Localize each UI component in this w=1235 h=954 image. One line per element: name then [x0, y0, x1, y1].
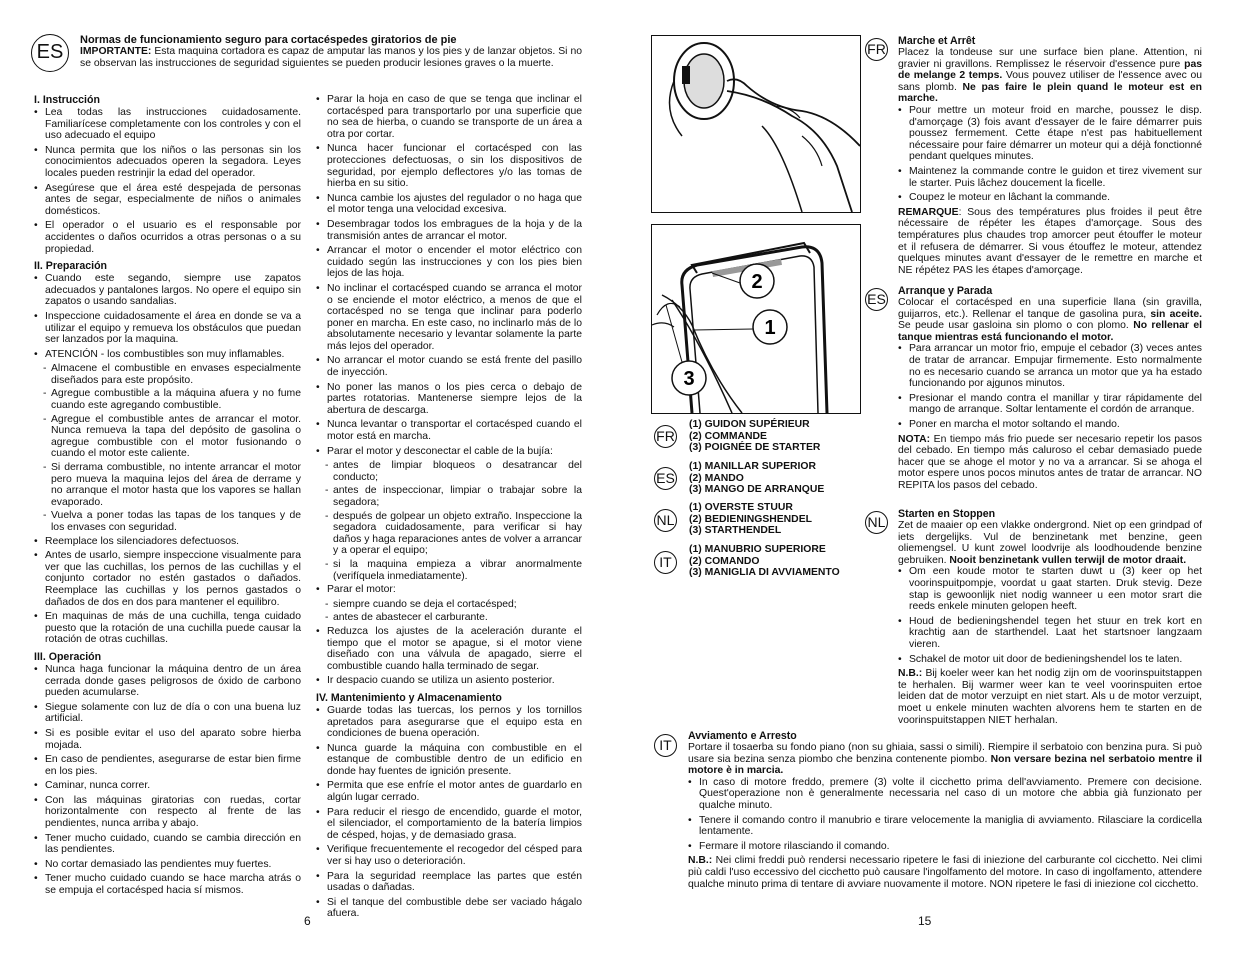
callout-number: 2 — [751, 271, 763, 293]
legend-line: (3) MANIGLIA DI AVVIAMENTO — [689, 567, 840, 578]
list-item: • Lea todas las instrucciones cuidadosamente. Familiarícese completamente con los controles y con el uso adecuado el equipo — [34, 107, 301, 142]
list-item: • Nunca guarde la máquina con combustible en el estanque de combustible dentro de un edificio en donde hay fuentes de ignición presente. — [316, 743, 582, 778]
list-item: • Guarde todas las tuercas, los pernos y los tornillos apretados para asegurarse que el equipo esta en condiciones de buena operación. — [316, 705, 582, 740]
fr-section — [898, 35, 1202, 276]
legend-it — [689, 544, 840, 579]
legend-line: (2) BEDIENINGSHENDEL — [689, 513, 812, 525]
sub-item: - Agregue combustible a la máquina afuera y no fume cuando este agregando combustible. — [34, 388, 301, 411]
section-note: REMARQUE: Sous des températures plus froides il peut être nécessaire de répéter les étapes d'amorçage. Sous des températures plus chaudes trop amorcer peut étouffer le moteur et il refusera de démarrer. Si vous étouffez le moteur, attendez quelques minutes avant d'essayer de le remettre en marche et NE répétez PAS les étapes d'amorçage. — [898, 206, 1202, 276]
list-item: • Nunca permita que los niños o las personas sin los conocimientos adecuados operen la segadora. Leyes locales pueden restrinjir la edad del operador. — [34, 145, 301, 180]
primer-illustration — [651, 35, 861, 213]
list-item: • No cortar demasiado las pendientes muy fuertes. — [34, 859, 301, 871]
es-col-2 — [316, 94, 582, 923]
list-item: • Om een koude motor te starten duwt u (3) keer op het voorinspuitpompje, voordat u gaat starten. Druk stevig. Deze stap is gewoonlijk niet nodig wanneer u een motor srart die reeds enkele minuten gelopen heeft. — [898, 566, 1202, 612]
list-item: • Si el tanque del combustible debe ser vaciado hágalo afuera. — [316, 897, 582, 920]
list-item: • Inspeccione cuidadosamente el área en donde se va a utilizar el equipo y remueva los obstáculos que puedan ser lanzados por la maquina. — [34, 311, 301, 346]
legend-line: (1) MANUBRIO SUPERIORE — [689, 544, 826, 555]
handle-diagram-image — [652, 225, 860, 413]
list-item: • Maintenez la commande contre le guidon et tirez vivement sur le starter. Puis lâchez doucement la ficelle. — [898, 166, 1202, 189]
lang-badge-nl: NL — [654, 509, 677, 532]
important-notice: IMPORTANTE: Esta maquina cortadora es capaz de amputar las manos y los pies y de lanzar objetos. Si no se observan las instrucciones de seguridad siguientes se pueden producir lesiones graves o la muerte. — [80, 46, 582, 69]
list-item: • En maquinas de más de una cuchilla, tenga cuidado puesto que la rotación de una cuchilla puede causar la rotación de otras cuchillas. — [34, 611, 301, 646]
section-intro: Zet de maaier op een vlakke ondergrond. Niet op een grindpad of iets dergelijks. Vul de benzinetank met benzine, geen oliemengsel. U kunt zowel loodvrije als loodhoudende benzine gebruiken. Nooit benzinetank vullen terwijl de motor draait. — [898, 520, 1202, 566]
sub-item: - Almacene el combustible en envases especialmente diseñados para este propósito. — [34, 363, 301, 386]
section-heading: Arranque y Parada — [898, 285, 993, 297]
legend-line: (1) MANILLAR SUPERIOR — [689, 461, 816, 472]
sub-item: - Agregue el combustible antes de arrancar el motor. Nunca remueva la tapa del depósito de gasolina o agregue combustible con el motor fusionando o cuando el motor este caliente. — [34, 414, 301, 460]
list-item: • Tenere il comando contro il manubrio e tirare velocemente la maniglia di avviamento. Rilasciare la cordicella lentamente. — [688, 815, 1202, 838]
es-col-1 — [34, 94, 301, 900]
list-item: • Poner en marcha el motor soltando el mando. — [898, 419, 1202, 431]
it-section — [688, 730, 1202, 890]
sub-item: - siempre cuando se deja el cortacésped; — [316, 599, 582, 611]
section-heading: Marche et Arrêt — [898, 35, 976, 47]
callout-number: 3 — [683, 368, 695, 390]
section-heading: Starten en Stoppen — [898, 508, 996, 520]
handle-illustration — [651, 224, 861, 414]
sub-item: - antes de inspeccionar, limpiar o trabajar sobre la segadora; — [316, 485, 582, 508]
sub-item: - Vuelva a poner todas las tapas de los tanques y de los envases con seguridad. — [34, 510, 301, 533]
nl-section — [898, 508, 1202, 726]
list-item: • Parar el motor: — [316, 584, 582, 596]
sub-item: - Si derrama combustible, no intente arrancar el motor pero mueva la maquina lejos del área de derrame y no arranque el motor hasta que los vapores se hallan evaporado. — [34, 462, 301, 508]
list-item: • Fermare il motore rilasciando il comando. — [688, 841, 1202, 853]
section-heading: II. Preparación — [34, 260, 108, 273]
legend-fr — [689, 419, 820, 454]
list-item: • Pour mettre un moteur froid en marche, poussez le disp. d'amorçage (3) fois avant d'essayer de le faire démarrer puis poussez fermement. Cette étape n'est pas habituellement nécessaire pour faire démarrer un moteur qui a déjà fonctionné pendant quelques minutes. — [898, 105, 1202, 163]
lang-badge-es: ES — [654, 467, 677, 490]
legend-line: (3) POIGNÉE DE STARTER — [689, 442, 821, 453]
list-item: • Ir despacio cuando se utiliza un asiento posterior. — [316, 675, 582, 687]
list-item: • Tener mucho cuidado cuando se hace marcha atrás o se empuja el cortacésped hacia sí mismos. — [34, 873, 301, 896]
legend-line: (1) OVERSTE STUUR — [689, 502, 793, 513]
callout-number: 1 — [764, 317, 776, 339]
legend-line: (2) MANDO — [689, 472, 744, 484]
list-item: • En caso de pendientes, asegurarse de estar bien firme en los pies. — [34, 754, 301, 777]
list-item: • Reemplace los silenciadores defectuosos. — [34, 536, 301, 548]
legend-nl — [689, 502, 812, 537]
section-note: NOTA: En tiempo más frio puede ser necesario repetir los pasos del cebado. En tiempo más caluroso el cebar demasiado puede hacer que se ahoge el motor y no va a arrancar. Si se ahoga el motor espere unos pocos minutos antes de tratar de arrancar. NO REPITA los pasos del cebado. — [898, 433, 1202, 491]
list-item: • El operador o el usuario es el responsable por accidentes o daños ocurridos a otras personas o a su propiedad. — [34, 220, 301, 255]
sub-item: - antes de limpiar bloqueos o desatrancar del conducto; — [316, 460, 582, 483]
list-item: • Para arrancar un motor frio, empuje el cebador (3) veces antes de tratar de arrancar. Empujar firmemente. Esto normalmente no es necesario cuando se arranca un motor que ya ha estado funcionando por ajgunos minutos. — [898, 343, 1202, 389]
list-item: • Si es posible evitar el uso del aparato sobre hierba mojada. — [34, 728, 301, 751]
page-number-left: 6 — [304, 914, 311, 928]
page-title: Normas de funcionamiento seguro para cortacéspedes giratorios de pie — [80, 34, 457, 46]
callout-1 — [753, 310, 787, 344]
list-item: • Asegúrese que el área esté despejada de personas antes de segar, especialmente de niños o animales domésticos. — [34, 183, 301, 218]
legend-line: (3) STARTHENDEL — [689, 525, 782, 536]
list-item: • Verifique frecuentemente el recogedor del césped para ver si hay uso o deterioración. — [316, 844, 582, 867]
section-heading: IV. Mantenimiento y Almacenamiento — [316, 691, 502, 704]
list-item: • Arrancar el motor o encender el motor eléctrico con cuidado según las instrucciones y con los pies bien lejos de las hoja. — [316, 245, 582, 280]
list-item: • Reduzca los ajustes de la aceleración durante el tiempo que el motor se apague, si el motor viene diseñado con una válvula de apagado, sierre el combustible cuando halla terminado de segar. — [316, 626, 582, 672]
section-heading: I. Instrucción — [34, 94, 100, 106]
lang-badge-es: ES — [31, 34, 69, 72]
list-item: • No poner las manos o los pies cerca o debajo de partes rotatorias. Mantenerse siempre lejos de la abertura de descarga. — [316, 382, 582, 417]
callout-2 — [740, 264, 774, 298]
list-item: • Con las máquinas giratorias con ruedas, cortar horizontalmente con respecto al frente de las pendientes, nunca arriba y abajo. — [34, 795, 301, 830]
legend-line: (3) MANGO DE ARRANQUE — [689, 484, 825, 495]
list-item: • Siegue solamente con luz de día o con una buena luz artificial. — [34, 702, 301, 725]
section-intro: Placez la tondeuse sur une surface bien plane. Attention, ni gravier ni gravillons. Remplissez le réservoir d'essence pure pas de melange 2 temps. Vous pouvez utiliser de l'essence avec ou sans plomb. Ne pas faire le plein quand le moteur est en marche. — [898, 47, 1202, 105]
list-item: • Nunca haga funcionar la máquina dentro de un área cerrada donde gases peligrosos de óxido de carbono pueden acumularse. — [34, 664, 301, 699]
section-intro: Colocar el cortacésped en una superficie llana (sin gravilla, guijarros, etc.). Rellenar el tanque de gasolina pura, sin aceite. Se peude usar gasloina sin plomo o con plomo. No rellenar el tanque mientras está funcionando el motor. — [898, 297, 1203, 343]
list-item: • Houd de bedieningshendel tegen het stuur en trek kort en krachtig aan de starthendel. Laat het startsnoer langzaam vieren. — [898, 616, 1202, 651]
sub-item: - si la maquina empieza a vibrar anormalmente (verifíquela inmediatamente). — [316, 559, 582, 582]
list-item: • Para la seguridad reemplace las partes que estén usadas o dañadas. — [316, 871, 582, 894]
legend-line: (2) COMANDO — [689, 555, 760, 567]
list-item: • Nunca cambie los ajustes del regulador o no haga que el motor tenga una velocidad excesiva. — [316, 193, 582, 216]
page-number-right: 15 — [918, 914, 932, 928]
list-item: • Nunca levantar o transportar el cortacésped cuando el motor está en marcha. — [316, 419, 582, 442]
list-item: • Antes de usarlo, siempre inspeccione visualmente para ver que las cuchillas, los pernos de las cuchillas y el conjunto cortador no estén gastados o dañados. Reemplace las cuchillas y los pernos gastados o dañados de dos en dos para mantener el equilibro. — [34, 550, 301, 608]
list-item: • Cuando este segando, siempre use zapatos adecuados y pantalones largos. No opere el equipo sin zapatos o usando sandalias. — [34, 273, 301, 308]
section-heading: Avviamento e Arresto — [688, 730, 797, 742]
list-item: • Permita que ese enfríe el motor antes de guardarlo en algún lugar cerrado. — [316, 780, 582, 803]
list-item: • ATENCIÓN - los combustibles son muy inflamables. — [34, 349, 301, 361]
lang-badge-fr: FR — [654, 425, 677, 448]
list-item: • Coupez le moteur en lâchant la commande. — [898, 192, 1202, 204]
list-item: • Nunca hacer funcionar el cortacésped con las protecciones defectuosas, o sin los dispositivos de seguridad, por ejemplo deflectores y/o las tomas de hierba en su sitio. — [316, 143, 582, 189]
list-item: • Tener mucho cuidado, cuando se cambia dirección en las pendientes. — [34, 833, 301, 856]
list-item: • Presionar el mando contra el manillar y tirar rápidamente del mango de arranque. Soltar lentamente el cordón de arranque. — [898, 393, 1202, 416]
lang-badge-nl: NL — [865, 511, 888, 534]
sub-item: - antes de abastecer el carburante. — [316, 612, 582, 624]
section-note: N.B.: Bij koeler weer kan het nodig zijn om de voorinspuitstappen te herhalen. Bij warmer weer kan te veel voorinspuiten ertoe leiden dat de motor verzuipt en niet start. Als u de motor verzuipt, moet u enkele minuten wachten alvorens hem te starten en de voorinspuitstappen NIET herhalan. — [898, 668, 1202, 726]
lang-badge-it: IT — [654, 551, 677, 574]
list-item: • No inclinar el cortacésped cuando se arranca el motor o se enciende el motor eléctrico, a menos de que el cortacésped no se tenga que inclinar para poderlo poner en marcha. En este caso, no inclinarlo más de lo absolutamente necesario y levantar solamente la parte más lejos del operador. — [316, 283, 582, 353]
sub-item: - después de golpear un objeto extraño. Inspeccione la segadora cuidadosamente, para verificar si hay daños y haga reparaciones antes de volver a arrancar y a operar el equipo; — [316, 511, 582, 557]
list-item: • Para reducir el riesgo de encendido, guarde el motor, el silenciador, el comportamiento de la batería limpios de césped, hojas, y de demasiado grasa. — [316, 807, 582, 842]
lang-badge-fr: FR — [865, 38, 888, 61]
lang-badge-es: ES — [865, 288, 888, 311]
page-header — [80, 34, 582, 69]
list-item: • Parar el motor y desconectar el cable de la bujía: — [316, 446, 582, 458]
lang-badge-it: IT — [654, 734, 677, 757]
list-item: • Caminar, nunca correr. — [34, 780, 301, 792]
section-note: N.B.: Nei climi freddi può rendersi necessario ripetere le fasi di iniezione del carburante col cicchetto. Nei climi più caldi l'uso eccessivo del cicchetto può causare l'ingolfamento del motore. In caso di ingolfamento, attendere qualche minuto prima di tentare di avviare nuovamente il motore. NON ripetere le fasi di iniezione col cicchetto. — [688, 855, 1202, 890]
list-item: • In caso di motore freddo, premere (3) volte il cicchetto prima dell'avviamento. Premere con decisione. Quest'operazione non è generalmente necessaria nel caso di un motore che abbia già funzionato per qualche minuto. — [688, 777, 1202, 812]
section-heading: III. Operación — [34, 650, 102, 663]
es-section — [898, 285, 1202, 492]
list-item: • No arrancar el motor cuando se está frente del pasillo de inyección. — [316, 355, 582, 378]
list-item: • Parar la hoja en caso de que se tenga que inclinar el cortacésped para transportarlo por una superficie que no sea de hierba, o cuando se transporte de un área a otra por cortar. — [316, 94, 582, 140]
legend-es — [689, 461, 824, 496]
section-intro: Portare il tosaerba su fondo piano (non su ghiaia, sassi o simili). Riempire il serbatoio con benzina pura. Si può usare sia bezina senza piombo che benzina contenente piombo. Non versare bezina nel serbatoio mentre il motore è in marcia. — [688, 742, 1203, 777]
hand-pressing-primer-image — [652, 36, 860, 212]
list-item: • Desembragar todos los embragues de la hoja y de la transmisión antes de arrancar el motor. — [316, 219, 582, 242]
legend-line: (2) COMMANDE — [689, 430, 767, 442]
list-item: • Schakel de motor uit door de bedieningshendel los te laten. — [898, 654, 1202, 666]
callout-3 — [672, 361, 706, 395]
legend-line: (1) GUIDON SUPÉRIEUR — [689, 419, 810, 430]
